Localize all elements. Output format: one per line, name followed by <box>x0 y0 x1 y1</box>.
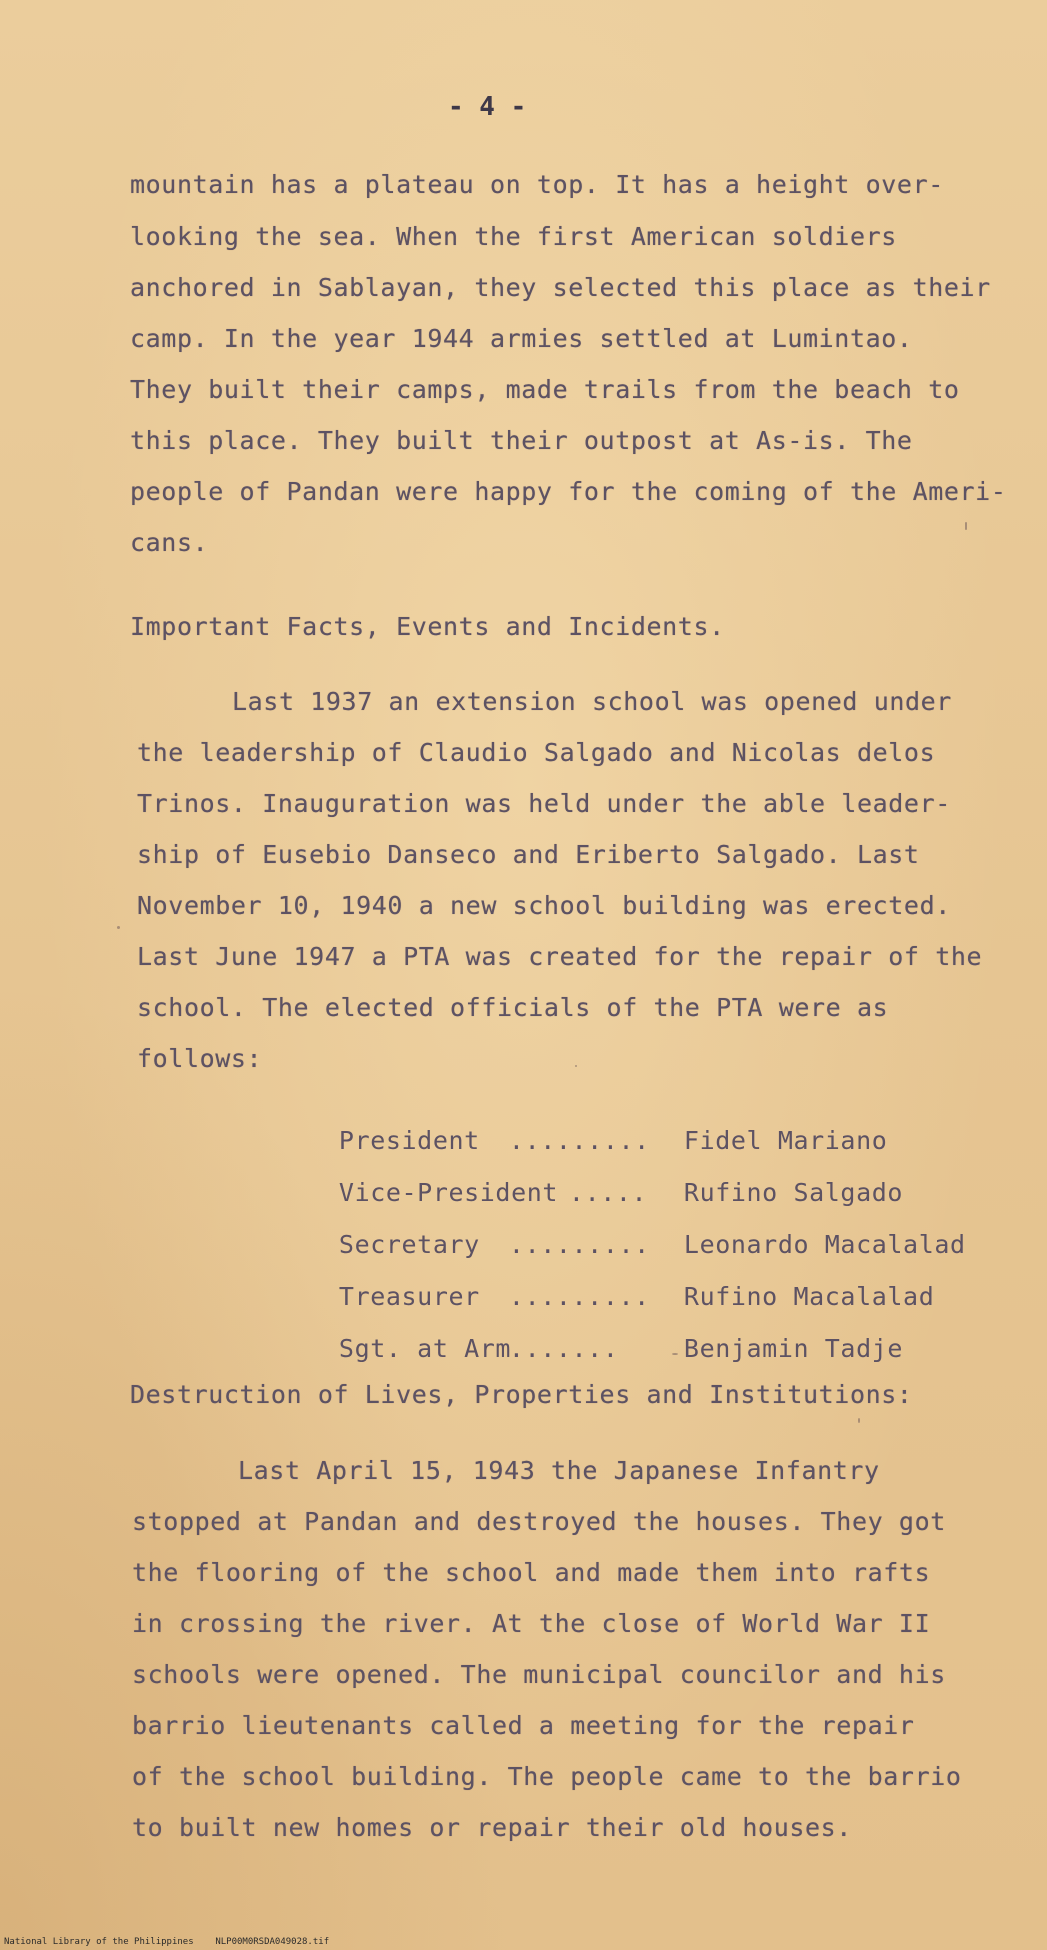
paper-speck <box>117 926 120 929</box>
page-number: - 4 - <box>448 92 527 122</box>
text-line: Trinos. Inauguration was held under the able leader- <box>137 789 951 818</box>
text-line: people of Pandan were happy for the coming of the Ameri- <box>130 477 1007 506</box>
text-line: the leadership of Claudio Salgado and Nicolas delos <box>137 738 936 767</box>
text-line: Last June 1947 a PTA was created for the repair of the <box>137 942 983 971</box>
officer-title: Vice-President <box>338 1178 559 1207</box>
officer-dots: ......... <box>508 1282 650 1311</box>
text-line: barrio lieutenants called a meeting for the repair <box>132 1711 915 1740</box>
text-line: follows: <box>137 1044 263 1073</box>
text-line: cans. <box>130 528 209 557</box>
officer-dots: ......... <box>508 1230 650 1259</box>
text-line: to built new homes or repair their old houses. <box>132 1813 852 1842</box>
officer-name: Fidel Mariano <box>683 1126 888 1155</box>
archive-footer: National Library of the Philippines NLP00M0RSDA049028.tif <box>4 1937 330 1947</box>
text-line: mountain has a plateau on top. It has a height over- <box>130 170 944 199</box>
officer-dots: ....... <box>508 1334 619 1363</box>
officer-title: President <box>338 1126 480 1155</box>
officer-name: Leonardo Macalalad <box>683 1230 966 1259</box>
paper-speck <box>858 1418 860 1423</box>
text-line: this place. They built their outpost at As-is. The <box>130 426 913 455</box>
officer-title: Treasurer <box>338 1282 480 1311</box>
text-line: ship of Eusebio Danseco and Eriberto Salgado. Last <box>137 840 920 869</box>
officer-dots: ..... <box>568 1178 648 1207</box>
text-line: stopped at Pandan and destroyed the houses. They got <box>132 1507 946 1536</box>
text-line: camp. In the year 1944 armies settled at Lumintao. <box>130 324 913 353</box>
text-line: Last April 15, 1943 the Japanese Infantry <box>238 1456 880 1485</box>
section-heading-important-facts: Important Facts, Events and Incidents. <box>130 612 725 641</box>
officer-title: Secretary <box>338 1230 480 1259</box>
text-line: in crossing the river. At the close of World War II <box>132 1609 931 1638</box>
text-line: anchored in Sablayan, they selected this place as their <box>130 273 991 302</box>
officer-name: Rufino Macalalad <box>683 1282 935 1311</box>
text-line: November 10, 1940 a new school building was erected. <box>137 891 951 920</box>
text-line: They built their camps, made trails from the beach to <box>130 375 960 404</box>
officer-name: Rufino Salgado <box>683 1178 904 1207</box>
paper-speck <box>965 522 967 530</box>
officer-title: Sgt. at Arm <box>338 1334 512 1363</box>
section-heading-destruction: Destruction of Lives, Properties and Institutions: <box>130 1380 913 1409</box>
text-line: the flooring of the school and made them into rafts <box>132 1558 931 1587</box>
text-line: Last 1937 an extension school was opened under <box>232 687 952 716</box>
paper-speck <box>672 1353 678 1355</box>
text-line: of the school building. The people came to the barrio <box>132 1762 962 1791</box>
text-line: school. The elected officials of the PTA were as <box>137 993 889 1022</box>
paper-speck <box>575 1065 577 1067</box>
officer-name: Benjamin Tadje <box>683 1334 904 1363</box>
officer-dots: ......... <box>508 1126 650 1155</box>
text-line: looking the sea. When the first American soldiers <box>130 222 897 251</box>
text-line: schools were opened. The municipal councilor and his <box>132 1660 946 1689</box>
